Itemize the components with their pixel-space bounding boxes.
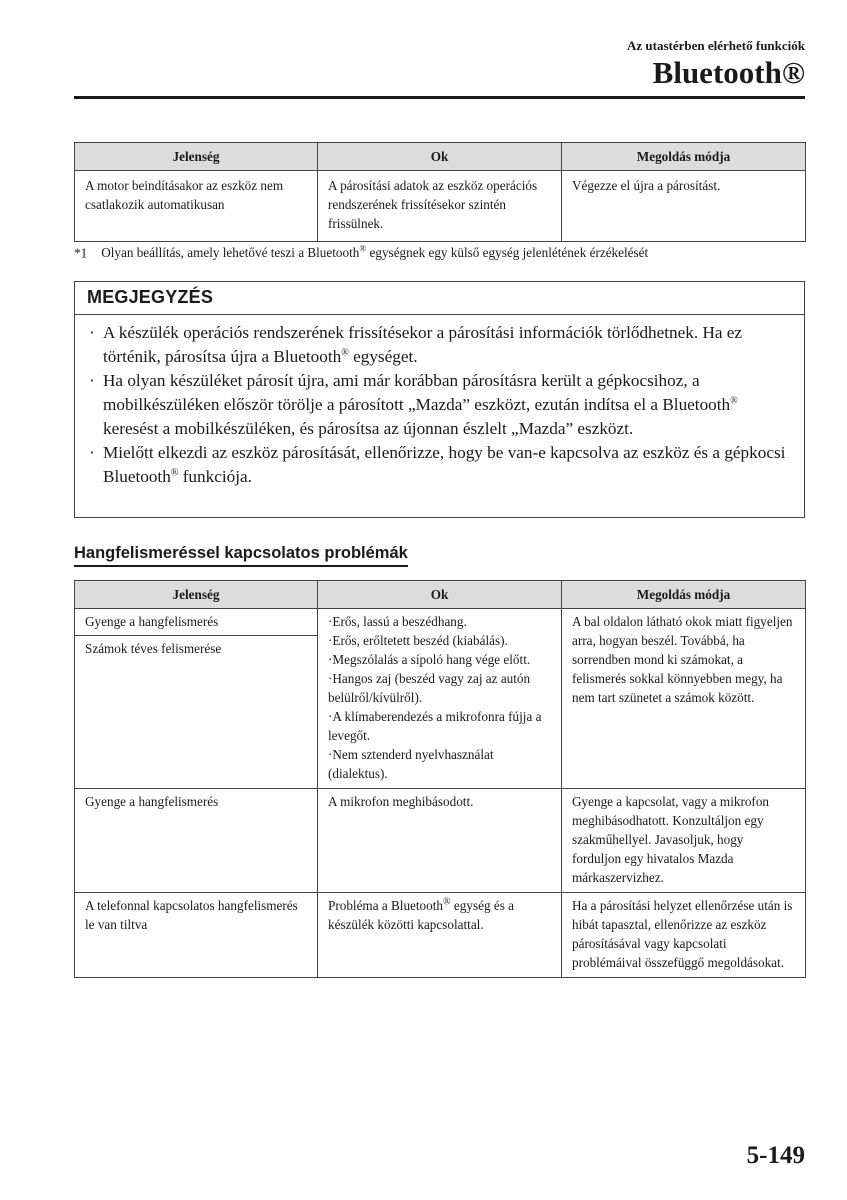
- symptom-cell: Gyenge a hangfelismerés: [75, 789, 318, 893]
- note-item-text: Ha olyan készüléket párosít újra, ami már korábban párosításra került a gépkocsihoz, a mobilkészüléken először törölje a párosított „Mazda” eszközt, ezután indítsa el a Bluetooth: [103, 371, 731, 414]
- solution-cell: Végezze el újra a párosítást.: [562, 171, 806, 242]
- column-header-solution: Megoldás módja: [562, 143, 806, 171]
- note-item: [87, 441, 792, 489]
- table-row: [75, 171, 806, 242]
- column-header-symptom: Jelenség: [75, 581, 318, 609]
- page-number: 5-149: [746, 1142, 805, 1169]
- column-header-solution: Megoldás módja: [562, 581, 806, 609]
- note-title: MEGJEGYZÉS: [75, 282, 804, 315]
- solution-cell: Gyenge a kapcsolat, vagy a mikrofon meghibásodhatott. Konzultáljon egy szakműhellyel. Javasoljuk, hogy forduljon egy hivatalos Mazda márkaszervizhez.: [562, 789, 806, 893]
- solution-cell: A bal oldalon látható okok miatt figyeljen arra, hogyan beszél. Továbbá, ha sorrendben mond ki számokat, a felismerés sokkal könnyebben megy, ha nem tart szünetet a számok között.: [562, 609, 806, 789]
- column-header-cause: Ok: [318, 143, 562, 171]
- note-item: [87, 369, 792, 441]
- cause-item: ·Megszólalás a sípoló hang vége előtt.: [328, 652, 531, 667]
- note-box: [74, 281, 805, 518]
- table-row: [75, 893, 806, 978]
- header-section-label: Az utastérben elérhető funkciók: [626, 38, 805, 53]
- cause-cell: [318, 893, 562, 978]
- note-item-text-end: keresést a mobilkészüléken, és párosítsa az újonnan észlelt „Mazda” eszközt.: [103, 419, 634, 438]
- solution-cell: Ha a párosítási helyzet ellenőrzése után is hibát tapasztal, ellenőrizze az eszköz párosításával vagy kapcsolati problémáival összefüggő megoldásokat.: [562, 893, 806, 978]
- registered-mark: ®: [443, 896, 451, 908]
- cause-item: ·Nem sztenderd nyelvhasználat (dialektus).: [328, 747, 494, 781]
- registered-mark: ®: [730, 395, 738, 407]
- registered-mark: ®: [341, 347, 349, 359]
- cause-text: Probléma a Bluetooth: [328, 898, 444, 913]
- registered-mark: ®: [170, 467, 179, 479]
- symptom-cell: A motor beindításakor az eszköz nem csatlakozik automatikusan: [75, 171, 318, 242]
- bluetooth-troubleshooting-table: [74, 142, 806, 242]
- column-header-symptom: Jelenség: [75, 143, 318, 171]
- bullet-icon: ·: [89, 371, 95, 390]
- bullet-icon: ·: [89, 323, 95, 342]
- page-title: Bluetooth®: [652, 55, 805, 90]
- table-header-row: [75, 581, 806, 609]
- cause-cell: [318, 609, 562, 789]
- footnote-text-end: egységnek egy külső egység jelenlétének érzékelését: [366, 245, 649, 261]
- note-item-text: Mielőtt elkezdi az eszköz párosítását, ellenőrizze, hogy be van-e kapcsolva az eszköz és a gépkocsi Bluetooth: [103, 443, 786, 486]
- table-row: [75, 609, 806, 789]
- symptom-cell: [75, 609, 318, 789]
- footnote-marker: *1: [74, 245, 88, 261]
- cause-item: ·A klímaberendezés a mikrofonra fújja a levegőt.: [328, 709, 542, 743]
- voice-recognition-troubleshooting-table: [74, 580, 806, 978]
- cause-item: ·Erős, lassú a beszédhang.: [328, 614, 467, 629]
- symptom-entry: Számok téves felismerése: [85, 641, 222, 656]
- note-item: [87, 321, 792, 369]
- cause-cell: A párosítási adatok az eszköz operációs rendszerének frissítésekor szintén frissülnek.: [318, 171, 562, 242]
- footnote: [74, 244, 648, 261]
- cause-cell: A mikrofon meghibásodott.: [318, 789, 562, 893]
- note-item-text-end: funkciója.: [178, 467, 252, 486]
- cause-item: ·Erős, erőltetett beszéd (kiabálás).: [328, 633, 508, 648]
- column-header-cause: Ok: [318, 581, 562, 609]
- note-item-text: A készülék operációs rendszerének frissítésekor a párosítási információk törlődhetnek. Ha ez történik, párosítsa újra a Bluetooth: [103, 323, 743, 366]
- bullet-icon: ·: [89, 443, 95, 462]
- symptom-entry: Gyenge a hangfelismerés: [75, 609, 317, 636]
- header-divider: [74, 96, 805, 99]
- footnote-text: [101, 245, 648, 260]
- cause-list: [328, 612, 551, 783]
- symptom-cell: A telefonnal kapcsolatos hangfelismerés le van tiltva: [75, 893, 318, 978]
- note-list: [75, 315, 804, 489]
- cause-item: ·Hangos zaj (beszéd vagy zaj az autón belülről/kívülről).: [328, 671, 531, 705]
- note-item-text-end: egységet.: [348, 347, 418, 366]
- cause-text-end: egység és a készülék közötti kapcsolattal.: [328, 898, 514, 932]
- section-heading: Hangfelismeréssel kapcsolatos problémák: [74, 544, 408, 567]
- footnote-text-start: Olyan beállítás, amely lehetővé teszi a Bluetooth: [101, 245, 360, 261]
- registered-mark: ®: [359, 244, 367, 254]
- table-row: [75, 789, 806, 893]
- table-header-row: [75, 143, 806, 171]
